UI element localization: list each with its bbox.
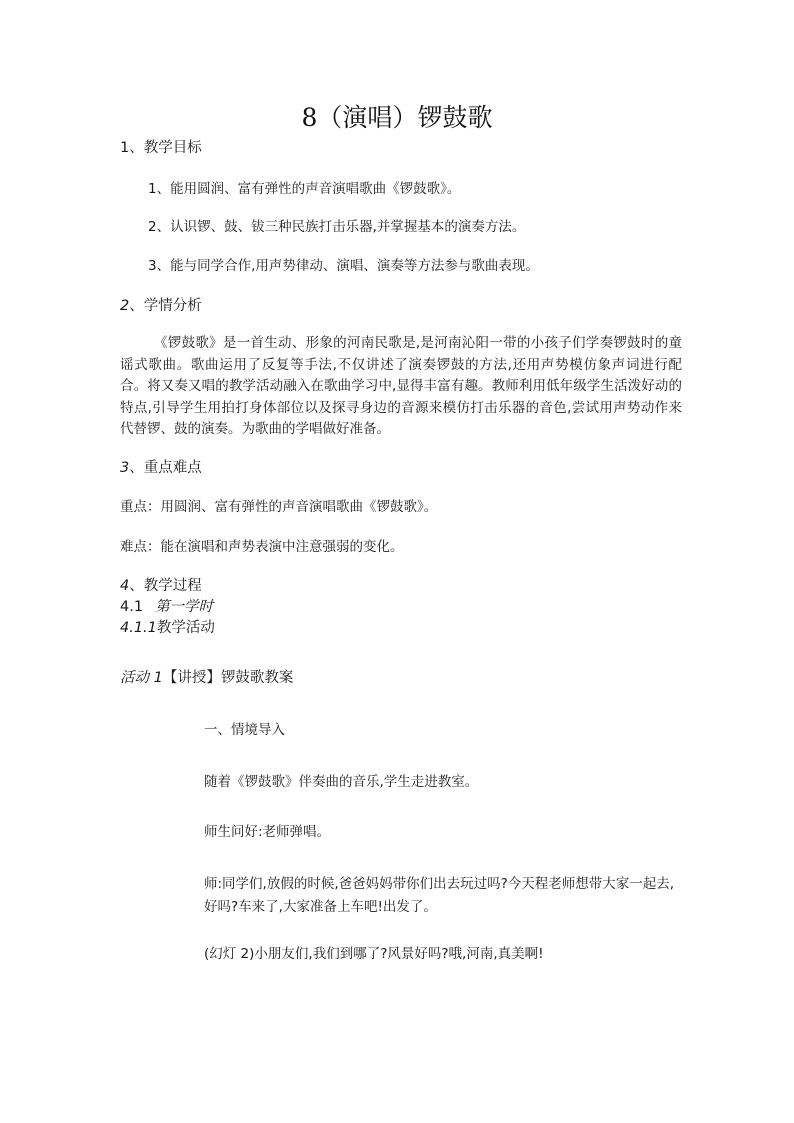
analysis-paragraph: 《锣鼓歌》是一首生动、形象的河南民歌是,是河南沁阳一带的小孩子们学奏锣鼓时的童谣式歌曲。歌曲运用了反复等手法,不仅讲述了演奏锣鼓的方法,还用声势模仿象声词进行配合。将又奏又唱的教学活动融入在歌曲学习中,显得丰富有趣。教师利用低年级学生活泼好动的特点,引导学生用拍打身体部位以及探寻身边的音源来模仿打击乐器的音色,尝试用声势动作来代替锣、鼓的演奏。为歌曲的学唱做好准备。 <box>120 335 682 437</box>
lesson-line: (幻灯 2)小朋友们,我们到哪了?风景好吗?哦,河南,真美啊! <box>204 946 544 962</box>
section-heading-text: 、重点难点 <box>129 460 202 476</box>
key-point-text: 重点：用圆润、富有弹性的声音演唱歌曲《锣鼓歌》。 <box>120 499 438 515</box>
section-number: 4 <box>120 578 130 594</box>
activity-heading <box>120 669 293 687</box>
lesson-intro-heading: 一、情境导入 <box>204 722 285 738</box>
objective-item: 3、能与同学合作,用声势律动、演唱、演奏等方法参与歌曲表现。 <box>148 258 539 274</box>
difficulty-text: 难点：能在演唱和声势表演中注意强弱的变化。 <box>120 539 404 555</box>
section-heading-text: 、学情分析 <box>129 298 202 314</box>
lesson-line: 师:同学们,放假的时候,爸爸妈妈带你们出去玩过吗?今天程老师想带大家一起去,好吗?车来了,大家准备上车吧!出发了。 <box>204 876 675 915</box>
section-heading-text: 、教学过程 <box>129 578 202 594</box>
lesson-line: 师生问好:老师弹唱。 <box>204 824 331 840</box>
activity-name: 锣鼓歌教案 <box>220 670 294 686</box>
activity-label: 活动 1 <box>120 670 163 686</box>
subsection-text: 第一学时 <box>155 599 214 615</box>
objective-item: 1、能用圆润、富有弹性的声音演唱歌曲《锣鼓歌》。 <box>148 181 461 197</box>
document-title: 8（演唱）锣鼓歌 <box>301 103 493 132</box>
subsection-heading <box>120 598 213 616</box>
section-heading-key-points <box>120 459 202 477</box>
subsubsection-number: 4.1.1 <box>120 620 157 636</box>
section-heading-analysis <box>120 297 202 315</box>
subsubsection-text: 教学活动 <box>156 620 215 636</box>
section-heading-objectives: 1、教学目标 <box>120 140 202 156</box>
activity-tag: 【讲授】 <box>162 670 221 686</box>
objective-item: 2、认识锣、鼓、钹三种民族打击乐器,并掌握基本的演奏方法。 <box>148 219 526 235</box>
section-number: 3 <box>120 460 130 476</box>
subsubsection-heading <box>120 619 215 637</box>
lesson-line: 随着《锣鼓歌》伴奏曲的音乐,学生走进教室。 <box>204 774 479 790</box>
section-heading-process <box>120 577 202 595</box>
subsection-number: 4.1 <box>120 599 144 615</box>
section-number: 2 <box>120 298 130 314</box>
